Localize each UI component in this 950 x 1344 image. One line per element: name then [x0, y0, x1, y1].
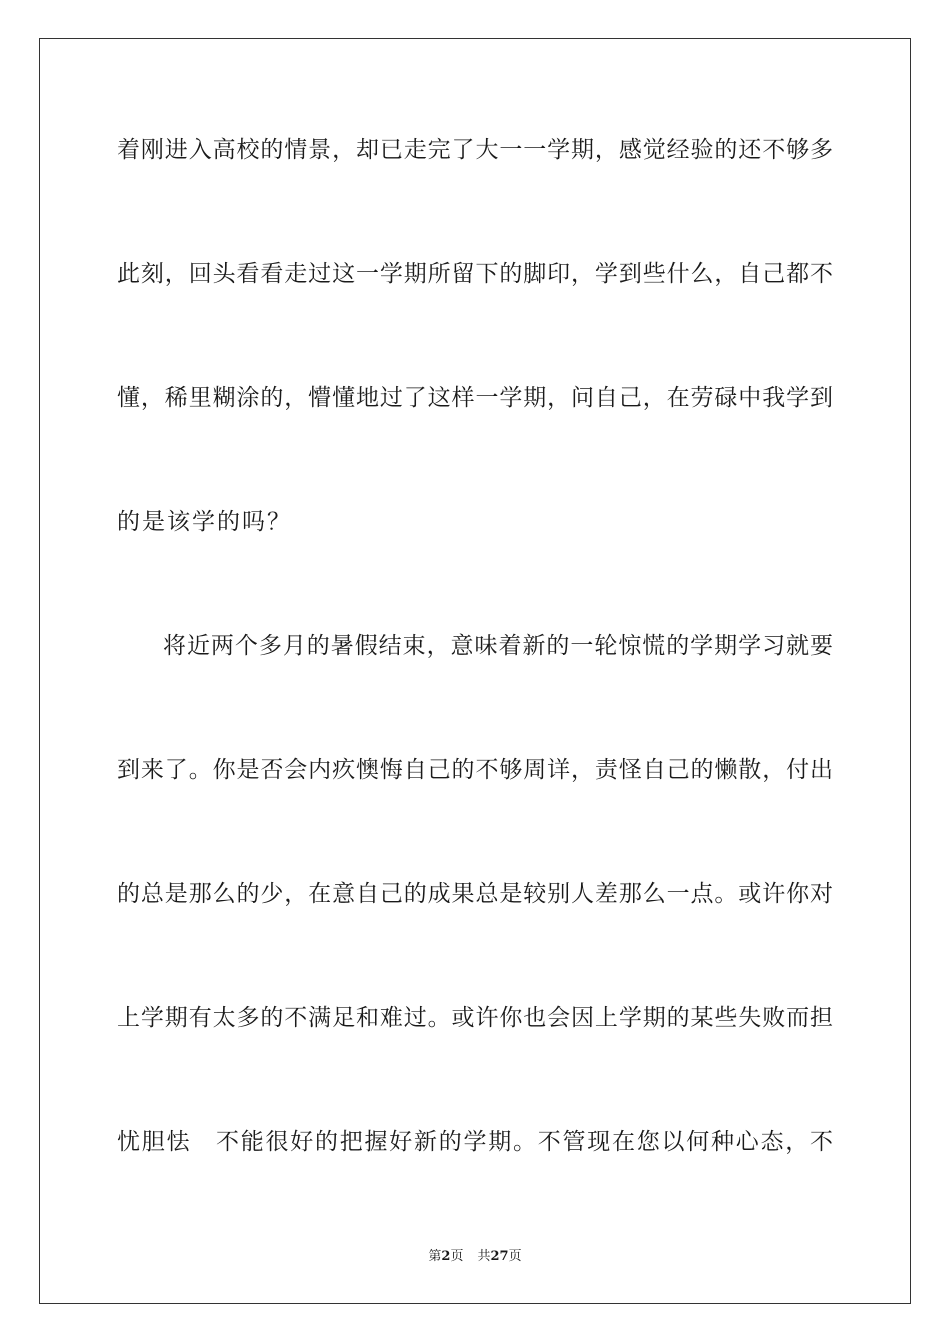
page-border	[39, 38, 911, 1304]
text-line-3: 懂，稀里糊涂的，懵懂地过了这样一学期，问自己，在劳碌中我学到	[117, 385, 833, 411]
total-prefix: 共	[477, 1249, 491, 1264]
text-line-9: 忧胆怯 不能很好的把握好新的学期。不管现在您以何种心态，不	[117, 1129, 833, 1155]
text-line-6: 到来了。你是否会内疚懊悔自己的不够周详，责怪自己的懒散，付出	[117, 757, 833, 783]
current-page-number: 2	[441, 1249, 451, 1264]
page-suffix: 页	[450, 1249, 464, 1264]
page-prefix: 第	[428, 1249, 442, 1264]
text-line-2: 此刻，回头看看走过这一学期所留下的脚印，学到些什么，自己都不	[117, 261, 833, 287]
text-line-7: 的总是那么的少，在意自己的成果总是较别人差那么一点。或许你对	[117, 881, 833, 907]
text-line-1: 着刚进入高校的情景，却已走完了大一一学期，感觉经验的还不够多	[117, 137, 833, 163]
text-line-8: 上学期有太多的不满足和难过。或许你也会因上学期的某些失败而担	[117, 1005, 833, 1031]
total-page-count: 27	[490, 1249, 509, 1264]
page-number-footer	[0, 1248, 950, 1266]
text-line-4: 的是该学的吗？	[117, 509, 292, 535]
paragraph-2-first-line: 将近两个多月的暑假结束，意味着新的一轮惊慌的学期学习就要	[163, 633, 833, 659]
total-suffix: 页	[508, 1249, 522, 1264]
